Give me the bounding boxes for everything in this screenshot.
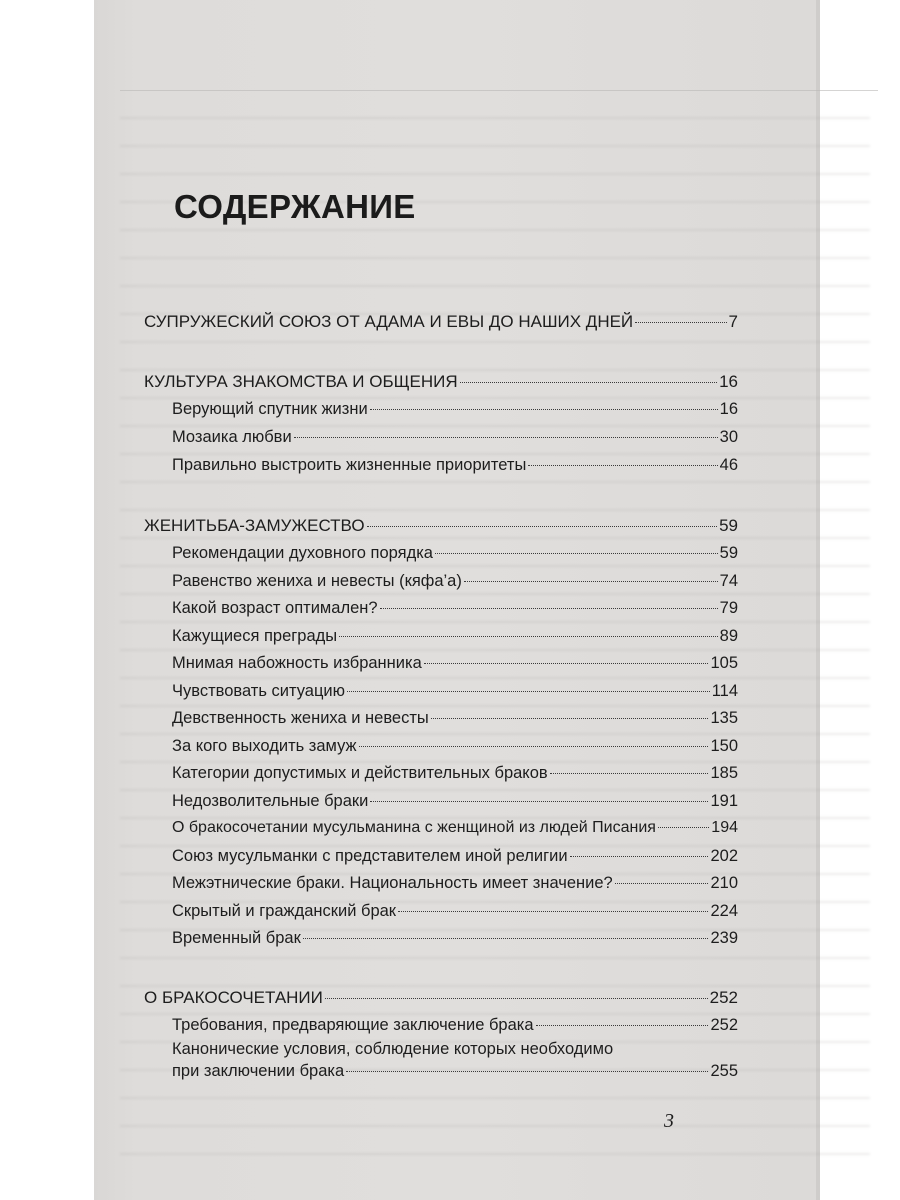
leader-dots [460,382,717,383]
toc-entry [172,427,738,447]
toc-entry-title: КУЛЬТУРА ЗНАКОМСТВА И ОБЩЕНИЯ [144,372,458,391]
toc-entry [172,543,738,563]
toc-entry [144,988,738,1008]
toc-entry-title: Временный брак [172,929,301,947]
toc-entry-page: 224 [710,902,738,920]
toc-entry [172,1061,738,1081]
toc-entry-page: 252 [710,1016,738,1034]
toc-entry-page: 210 [710,874,738,892]
toc-entry-title: Верующий спутник жизни [172,400,368,418]
toc-entry-page: 74 [719,572,738,590]
toc-entry-title: О бракосочетании мусульманина с женщиной из людей Писания [172,819,656,836]
toc-entry-title-line2: при заключении брака [172,1062,345,1080]
toc-entry-title: Мнимая набожность избранника [172,654,422,672]
toc-entry-page: 194 [711,819,738,836]
toc-entry-page: 59 [719,544,738,562]
toc-entry [172,571,738,591]
leader-dots [464,581,718,582]
toc-entry-page: 105 [710,654,738,672]
leader-dots [435,553,718,554]
toc-entry-title: Межэтнические браки. Национальность имеет значение? [172,874,613,892]
toc-entry-title: Рекомендации духовного порядка [172,544,433,562]
toc-entry-page: 202 [710,847,738,865]
toc-entry-title: Скрытый и гражданский брак [172,902,397,920]
toc-entry-title: Правильно выстроить жизненные приоритеты [172,456,527,474]
toc-entry-page: 252 [709,988,738,1007]
toc-entry-page: 59 [719,516,738,535]
toc-entry-title: Категории допустимых и действительных браков [172,764,548,782]
leader-dots [536,1025,709,1026]
toc-entry-title: Равенство жениха и невесты (кяфа’а) [172,572,462,590]
leader-dots [424,663,709,664]
toc-entry-title-line1: Канонические условия, соблюдение которых необходимо [172,1040,614,1058]
toc-entry [172,455,738,475]
leader-dots [303,938,709,939]
leader-dots [570,856,709,857]
toc-entry [172,873,738,893]
leader-dots [370,801,708,802]
leader-dots [635,322,726,323]
leader-dots [658,827,709,828]
toc-entry [172,708,738,728]
toc-entry-page: 185 [710,764,738,782]
toc-entry-page: 16 [719,400,738,418]
toc-entry [172,1015,738,1035]
leader-dots [615,883,709,884]
toc-entry [172,818,738,838]
leader-dots [431,718,709,719]
leader-dots [528,465,717,466]
toc-entry-title: Мозаика любви [172,428,292,446]
toc-entry-title: ЖЕНИТЬБА-ЗАМУЖЕСТВО [144,516,365,535]
toc-entry [172,763,738,783]
toc-entry-page: 114 [711,682,738,700]
leader-dots [294,437,718,438]
toc-entry-page: 7 [728,312,738,331]
leader-dots [370,409,718,410]
toc-entry-title: СУПРУЖЕСКИЙ СОЮЗ ОТ АДАМА И ЕВЫ ДО НАШИХ ДНЕЙ [144,312,634,331]
toc-entry-page: 191 [710,792,738,810]
toc-entry-page: 135 [710,709,738,727]
leader-dots [346,1071,708,1072]
toc-entry-title: Чувствовать ситуацию [172,682,346,700]
leader-dots [359,746,709,747]
page-number: 3 [664,1110,674,1132]
toc-entry [172,598,738,618]
toc-entry [172,846,738,866]
toc-entry-page: 255 [710,1062,738,1080]
toc-entry [144,372,738,392]
toc-entry-title: За кого выходить замуж [172,737,357,755]
toc-entry-title: Требования, предваряющие заключение брака [172,1016,534,1034]
toc-entry [172,399,738,419]
leader-dots [550,773,709,774]
toc-entry-page: 150 [710,737,738,755]
toc-entry-page: 89 [719,627,738,645]
toc-entry [172,901,738,921]
leader-dots [325,998,708,999]
leader-dots [347,691,710,692]
toc-entry [144,312,738,332]
toc-entry [172,928,738,948]
toc-entry-title: Какой возраст оптимален? [172,599,378,617]
toc-entry-title: О БРАКОСОЧЕТАНИИ [144,988,323,1007]
toc-entry-page: 79 [719,599,738,617]
leader-dots [398,911,708,912]
page-title: СОДЕРЖАНИЕ [174,188,416,225]
toc-entry-page: 16 [719,372,738,391]
toc-entry-title: Кажущиеся преграды [172,627,338,645]
toc-entry [172,653,738,673]
toc-entry-title: Союз мусульманки с представителем иной религии [172,847,568,865]
toc-entry [172,626,738,646]
toc-entry [172,736,738,756]
leader-dots [367,526,718,527]
leader-dots [339,636,717,637]
toc-entry-title: Недозволительные браки [172,792,369,810]
toc-entry [172,791,738,811]
toc-entry [144,516,738,536]
leader-dots [380,608,718,609]
toc-entry-page: 46 [719,456,738,474]
toc-entry-page: 30 [719,428,738,446]
toc-entry-page: 239 [710,929,738,947]
toc-entry [172,681,738,701]
toc-entry-title: Девственность жениха и невесты [172,709,429,727]
